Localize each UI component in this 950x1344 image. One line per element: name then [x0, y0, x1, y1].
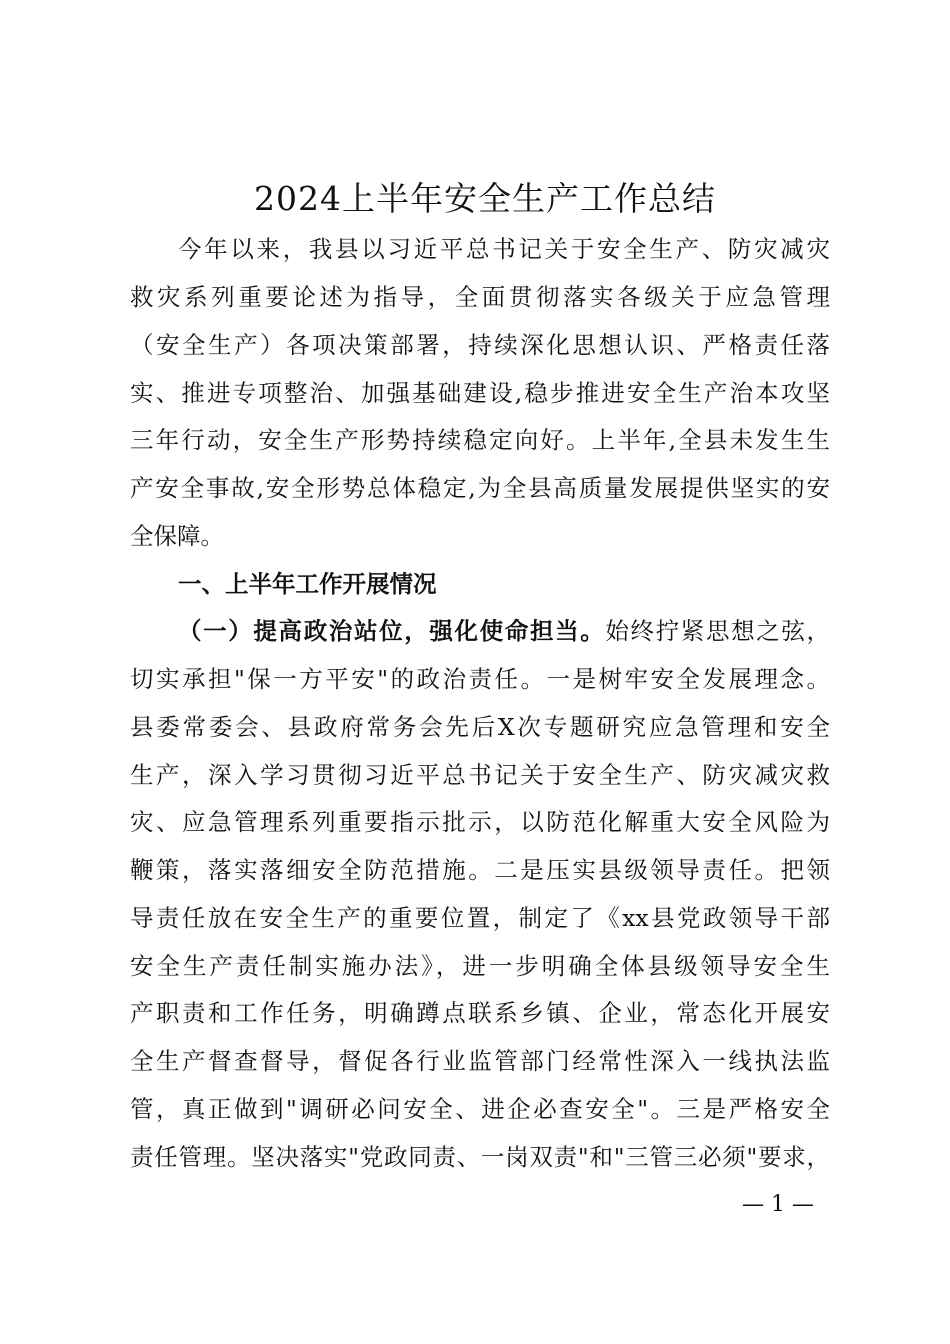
- intro-paragraph-line: 三年行动，安全生产形势持续稳定向好。上半年,全县未发生生: [130, 426, 830, 454]
- document-title: 2024上半年安全生产工作总结: [254, 179, 716, 218]
- body-paragraph-line: 切实承担"保一方平安"的政治责任。一是树牢安全发展理念。: [130, 665, 830, 693]
- body-paragraph-line: 鞭策，落实落细安全防范措施。二是压实县级领导责任。把领: [130, 856, 830, 884]
- body-paragraph-line: 县委常委会、县政府常务会先后X次专题研究应急管理和安全: [130, 713, 830, 741]
- intro-paragraph-line: 实、推进专项整治、加强基础建设,稳步推进安全生产治本攻坚: [130, 379, 830, 407]
- page-number: — 1 —: [742, 1192, 814, 1217]
- body-paragraph-line: 全生产督查督导，督促各行业监管部门经常性深入一线执法监: [130, 1047, 830, 1075]
- intro-paragraph-line: （安全生产）各项决策部署，持续深化思想认识、严格责任落: [130, 331, 830, 359]
- section-heading: 一、上半年工作开展情况: [178, 570, 437, 598]
- body-paragraph-line: 产职责和工作任务，明确蹲点联系乡镇、企业，常态化开展安: [130, 999, 830, 1027]
- body-paragraph-line: 管，真正做到"调研必问安全、进企必查安全"。三是严格安全: [130, 1095, 830, 1123]
- intro-paragraph-line: 全保障。: [130, 522, 224, 550]
- intro-paragraph-line: 今年以来，我县以习近平总书记关于安全生产、防灾减灾: [178, 235, 830, 263]
- body-paragraph-line: 生产，深入学习贯彻习近平总书记关于安全生产、防灾减灾救: [130, 761, 830, 789]
- intro-paragraph-line: 产安全事故,安全形势总体稳定,为全县高质量发展提供坚实的安: [130, 474, 830, 502]
- body-paragraph-line: [178, 615, 830, 647]
- intro-paragraph-line: 救灾系列重要论述为指导，全面贯彻落实各级关于应急管理: [130, 283, 830, 311]
- body-paragraph-line: 导责任放在安全生产的重要位置，制定了《xx县党政领导干部: [130, 904, 830, 932]
- body-paragraph-line: 责任管理。坚决落实"党政同责、一岗双责"和"三管三必须"要求，: [130, 1143, 830, 1171]
- body-paragraph-line: 灾、应急管理系列重要指示批示，以防范化解重大安全风险为: [130, 808, 830, 836]
- subsection-heading: （一）提高政治站位，强化使命担当。: [178, 617, 606, 645]
- body-text: 始终拧紧思想之弦，: [605, 617, 831, 645]
- body-paragraph-line: 安全生产责任制实施办法》，进一步明确全体县级领导安全生: [130, 952, 830, 980]
